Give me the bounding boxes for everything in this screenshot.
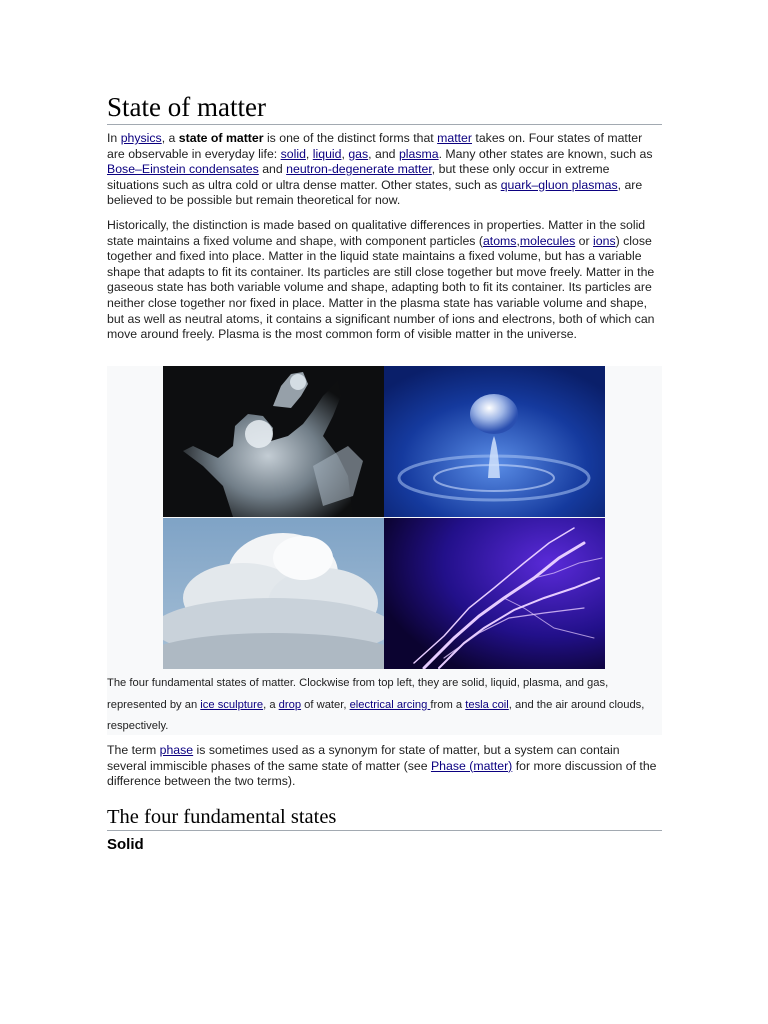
text: , are believed to be possible but remain theoretical for now. xyxy=(107,177,643,208)
text: . Many other states are known, such as xyxy=(438,146,653,161)
tesla-coil-arc-image xyxy=(384,518,605,669)
cloud-image xyxy=(163,518,384,669)
link-physics[interactable]: physics xyxy=(120,131,162,145)
text: from a xyxy=(430,698,466,711)
text: takes on. Four states of matter are observable in everyday life: xyxy=(107,131,643,161)
text: Historically, the distinction is made based on qualitative differences in properties. Matter in the solid state maintains a fixed volume and shape, with component particles ( xyxy=(107,218,646,248)
section-heading: The four fundamental states xyxy=(107,805,662,831)
text: , xyxy=(305,146,313,161)
text: of water, xyxy=(301,698,350,711)
text: , a xyxy=(161,131,179,145)
text: , and the air around clouds, respectively. xyxy=(107,698,645,732)
text: , and xyxy=(368,146,399,161)
link-ions[interactable]: ions xyxy=(593,233,616,248)
link-atoms[interactable]: atoms xyxy=(482,233,517,248)
link-bose-einstein[interactable]: Bose–Einstein condensates xyxy=(107,162,259,177)
link-solid[interactable]: solid xyxy=(280,146,306,161)
link-tesla-coil[interactable]: tesla coil xyxy=(465,698,509,711)
link-gas[interactable]: gas xyxy=(348,146,369,161)
subsection-heading: Solid xyxy=(107,836,144,853)
phase-paragraph xyxy=(107,743,662,790)
link-matter[interactable]: matter xyxy=(437,131,472,145)
text: is sometimes used as a synonym for state of matter, but a system can contain several immiscible phases of the same state of matter (see xyxy=(107,743,620,773)
text: and xyxy=(258,162,287,177)
link-phase[interactable]: phase xyxy=(159,743,194,757)
figure xyxy=(107,366,662,735)
link-phase-matter[interactable]: Phase (matter) xyxy=(430,758,513,773)
history-paragraph xyxy=(107,218,662,343)
link-drop[interactable]: drop xyxy=(278,698,302,711)
link-ice-sculpture[interactable]: ice sculpture xyxy=(200,698,264,711)
water-drop-image xyxy=(384,366,605,517)
text: , xyxy=(516,233,520,248)
link-liquid[interactable]: liquid xyxy=(312,146,342,161)
states-image-grid[interactable] xyxy=(163,366,605,669)
text: or xyxy=(575,233,594,248)
text: , a xyxy=(263,698,279,711)
link-neutron-degenerate[interactable]: neutron-degenerate matter xyxy=(286,162,432,177)
intro-paragraph xyxy=(107,131,662,209)
figure-caption xyxy=(107,673,662,738)
text: , xyxy=(341,146,349,161)
text: is one of the distinct forms that xyxy=(263,131,438,145)
link-molecules[interactable]: molecules xyxy=(519,233,576,248)
link-plasma[interactable]: plasma xyxy=(398,146,439,161)
page-title: State of matter xyxy=(107,91,662,125)
text: ) close together and fixed into place. Matter in the liquid state maintains a fixed volume, but has a variable shape that adapts to fit its container. Its particles are still close together but move freely. Matter in the gaseous state has both variable volume and shape, adapting both to fit its container. Its particles are neither close together nor fixed in place. Matter in the plasma state has variable volume and shape, but as well as neutral atoms, it contains a significant number of ions and electrons, both of which can move around freely. Plasma is the most common form of visible matter in the universe. xyxy=(107,233,655,342)
text: , but these only occur in extreme situations such as ultra cold or ultra dense matter. Other states, such as xyxy=(107,162,610,192)
text: The four fundamental states of matter. Clockwise from top left, they are solid, liquid, plasma, and gas, represented by an xyxy=(107,677,609,711)
bold-term: state of matter xyxy=(178,131,264,145)
text: In xyxy=(107,131,121,145)
text: for more discussion of the difference between the two terms). xyxy=(107,758,657,789)
text: The term xyxy=(107,743,160,757)
link-electrical-arcing[interactable]: electrical arcing xyxy=(349,698,431,711)
link-quark-gluon[interactable]: quark–gluon plasmas xyxy=(500,177,618,192)
ice-sculpture-image xyxy=(163,366,384,517)
